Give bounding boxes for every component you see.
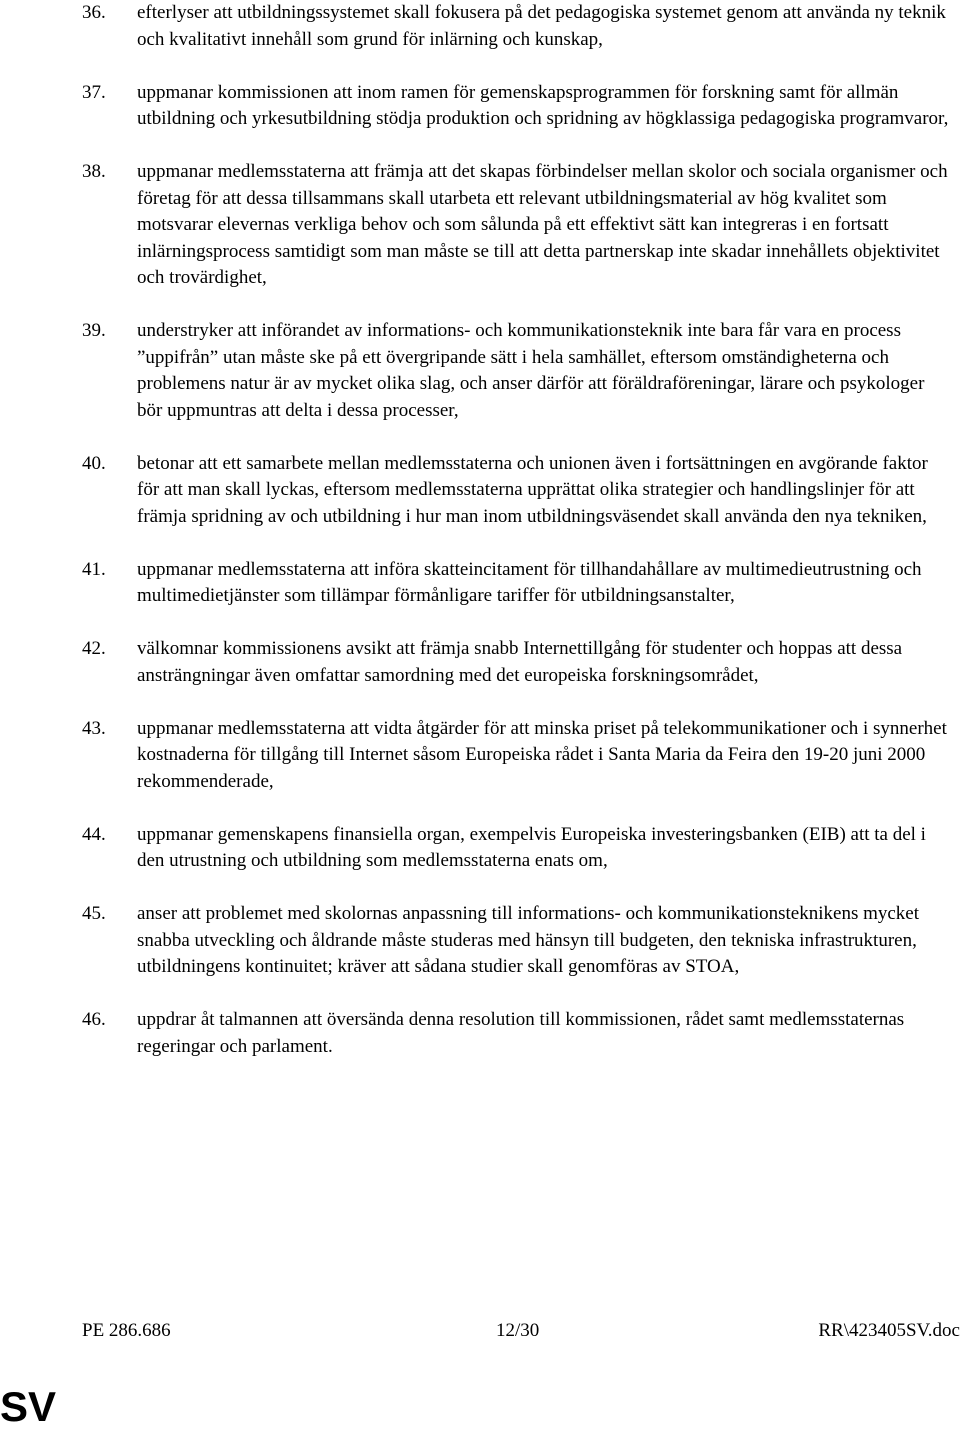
language-code: SV: [0, 1383, 57, 1430]
page-number: 12/30: [496, 1320, 540, 1341]
list-item: [82, 557, 952, 610]
list-item: [82, 822, 952, 875]
list-item: [82, 159, 952, 292]
item-number: 37.: [82, 81, 106, 103]
list-item: [82, 901, 952, 981]
item-text: uppmanar kommissionen att inom ramen för gemenskapsprogrammen för forskning samt för allmän utbildning och yrkesutbildning stödja produktion och spridning av högklassiga pedagogiska programvaror,: [137, 81, 949, 129]
item-number: 36.: [82, 2, 106, 23]
list-item: [82, 318, 952, 424]
item-text: uppmanar medlemsstaterna att införa skatteincitament för tillhandahållare av multimedieutrustning och multimedietjänster som tillämpar förmånligare tariffer för utbildningsanstalter,: [137, 558, 922, 606]
resolution-items: [82, 0, 952, 1087]
item-number: 39.: [82, 320, 106, 341]
item-text: efterlyser att utbildningssystemet skall fokusera på det pedagogiska systemet genom att använda ny teknik och kvalitativt innehåll som grund för inlärning och kunskap,: [137, 2, 946, 50]
item-text: anser att problemet med skolornas anpassning till informations- och kommunikationsteknikens mycket snabba utveckling och åldrande måste studeras med hänsyn till budgeten, den tekniska infrastrukturen, utbildningens kontinuitet; kräver att sådana studier skall genomföras av STOA,: [137, 903, 920, 977]
item-number: 41.: [82, 558, 106, 580]
item-number: 44.: [82, 823, 106, 845]
list-item: [82, 636, 952, 689]
item-text: betonar att ett samarbete mellan medlemsstaterna och unionen även i fortsättningen en avgörande faktor för att man skall lyckas, eftersom medlemsstaterna upprättat olika strategier och handlingslinjer för att främja spridning av och utbildning i hur man inom utbildningsväsendet skall använda den nya tekniken,: [137, 452, 928, 527]
list-item: [82, 80, 952, 133]
item-number: 46.: [82, 1009, 106, 1030]
item-text: uppmanar gemenskapens finansiella organ, exempelvis Europeiska investeringsbanken (EIB) att ta del i den utrustning och utbildning som medlemsstaterna enats om,: [137, 823, 926, 871]
item-text: uppmanar medlemsstaterna att vidta åtgärder för att minska priset på telekommunikationer och i synnerhet kostnaderna för tillgång till Internet såsom Europeiska rådet i Santa Maria da Feira den 19-20 juni 2000 rekommenderade,: [137, 717, 947, 792]
item-number: 42.: [82, 638, 106, 659]
page-footer: [82, 1318, 960, 1344]
item-text: uppmanar medlemsstaterna att främja att det skapas förbindelser mellan skolor och sociala organismer och företag för att dessa tillsammans skall utarbeta ett relevant utbildningsmaterial av hög kvalitet som motsvarar elevernas verkliga behov och som sålunda på ett effektivt sätt kan integreras i en fortsatt inlärningsprocess samtidigt som man måste se till att detta partnerskap inte skadar innehållets objektivitet och trovärdighet,: [137, 161, 948, 288]
list-item: [82, 716, 952, 796]
item-text: uppdrar åt talmannen att översända denna resolution till kommissionen, rådet samt medlemsstaternas regeringar och parlament.: [137, 1009, 905, 1057]
document-filename: RR\423405SV.doc: [818, 1320, 960, 1341]
document-reference: PE 286.686: [82, 1320, 171, 1341]
list-item: [82, 451, 952, 531]
item-number: 38.: [82, 161, 106, 182]
item-number: 43.: [82, 717, 106, 739]
item-text: välkomnar kommissionens avsikt att främja snabb Internettillgång för studenter och hoppas att dessa ansträngningar även omfattar samordning med det europeiska forskningsområdet,: [137, 638, 903, 686]
item-number: 45.: [82, 903, 106, 924]
list-item: [82, 0, 952, 53]
list-item: [82, 1007, 952, 1060]
item-number: 40.: [82, 452, 106, 474]
item-text: understryker att införandet av informations- och kommunikationsteknik inte bara får vara en process ”uppifrån” utan måste ske på ett övergripande sätt i hela samhället, eftersom omständigheterna och problemens natur är av mycket olika slag, och anser därför att föräldraföreningar, lärare och psykologer bör uppmuntras att delta i dessa processer,: [137, 320, 925, 421]
